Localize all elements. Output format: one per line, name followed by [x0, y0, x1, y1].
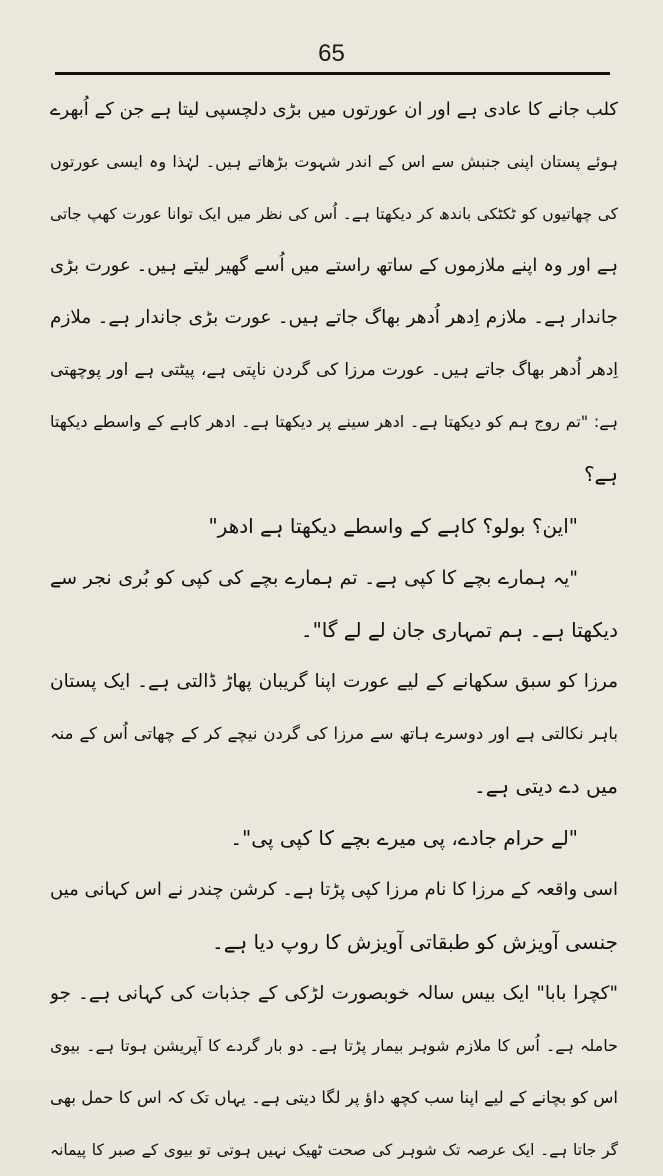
header-rule	[55, 72, 610, 75]
text-line: جنسی آویزش کو طبقاتی آویزش کا روپ دیا ہے۔	[212, 930, 618, 954]
text-line: میں دے دیتی ہے۔	[473, 774, 618, 798]
text-line: گر جاتا ہے۔ ایک عرصہ تک شوہر کی صحت ٹھیک نہیں ہوتی تو بیوی کے صبر کا پیمانہ	[50, 1141, 618, 1159]
body-text	[50, 84, 618, 1176]
text-line: باہر نکالتی ہے اور دوسرے ہاتھ سے مرزا کی گردن نیچے کر کے چھاتی اُس کے منہ	[50, 724, 618, 743]
text-line: حاملہ ہے۔ اُس کا ملازم شوہر بیمار پڑتا ہے۔ دو بار گردے کا آپریشن ہوتا ہے۔ بیوی	[50, 1036, 618, 1055]
page-number: 65	[318, 40, 345, 67]
text-line: کلب جانے کا عادی ہے اور ان عورتوں میں بڑی دلچسپی لیتا ہے جن کے اُبھرے	[50, 99, 618, 120]
text-line: اِدھر اُدھر بھاگ جاتے ہیں۔ عورت مرزا کی گردن ناپتی ہے، پیٹتی ہے اور پوچھتی	[50, 360, 618, 380]
text-line: کی چھاتیوں کو ٹکٹکی باندھ کر دیکھتا ہے۔ اُس کی نظر میں ایک توانا عورت کھپ جاتی	[50, 205, 618, 223]
text-line: ہے اور وہ اپنے ملازموں کے ساتھ راستے میں اُسے گھیر لیتے ہیں۔ عورت بڑی	[50, 255, 618, 276]
text-line: ہوئے پستان اپنی جنبش سے اس کے اندر شہوت بڑھاتے ہیں۔ لہٰذا وہ ایسی عورتوں	[50, 152, 618, 171]
text-line: اس کو بچانے کے لیے اپنا سب کچھ داؤ پر لگا دیتی ہے۔ یہاں تک کہ اس کا حمل بھی	[50, 1088, 618, 1107]
quote-line: "این؟ بولو؟ کاہے کے واسطے دیکھتا ہے ادھر"	[208, 514, 578, 538]
text-line: دیکھتا ہے۔ ہم تمہاری جان لے لے گا"۔	[300, 618, 618, 642]
text-line: اسی واقعہ کے مرزا کا نام مرزا کپی پڑتا ہے۔ کرشن چندر نے اس کہانی میں	[50, 879, 618, 900]
text-line: "کچرا بابا" ایک بیس سالہ خوبصورت لڑکی کے جذبات کی کہانی ہے۔ جو	[50, 983, 618, 1004]
quote-line: "یہ ہمارے بچے کا کپی ہے۔ تم ہمارے بچے کی کپی کو بُری نجر سے	[50, 567, 578, 589]
text-line: جاندار ہے۔ ملازم اِدھر اُدھر بھاگ جاتے ہیں۔ عورت بڑی جاندار ہے۔ ملازم	[50, 307, 618, 328]
quote-line: "لے حرام جادے، پی میرے بچے کا کپی پی"۔	[230, 826, 578, 850]
text-line: مرزا کو سبق سکھانے کے لیے عورت اپنا گریبان پھاڑ ڈالتی ہے۔ ایک پستان	[50, 671, 618, 692]
text-line: ہے: "تم روج ہم کو دیکھتا ہے۔ ادھر سینے پر دیکھتا ہے۔ ادھر کاہے کے واسطے دیکھتا	[50, 412, 618, 431]
text-line: ہے؟	[583, 462, 618, 486]
